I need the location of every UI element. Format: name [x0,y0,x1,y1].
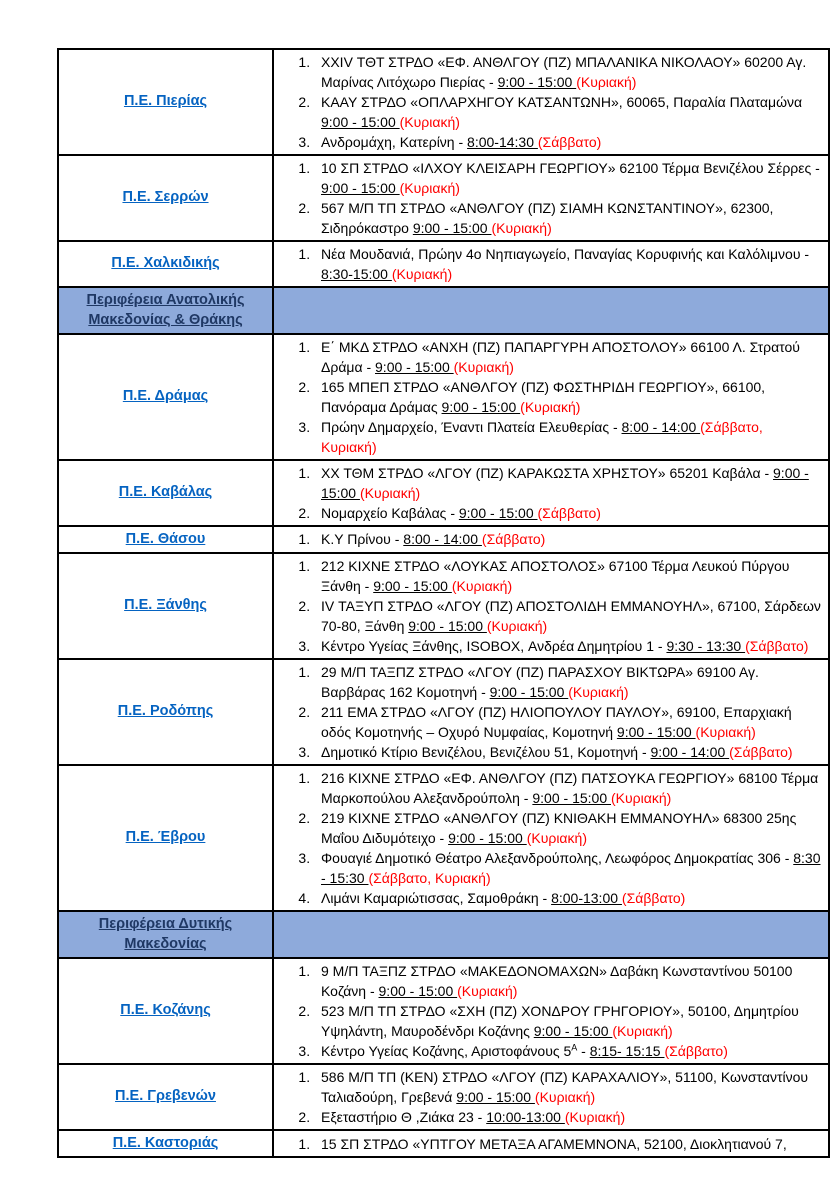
region-cell [58,460,273,526]
locations-cell [273,49,829,155]
locations-cell [273,241,829,287]
location-text: Πρώην Δημαρχείο, Έναντι Πλατεία Ελευθερίας - [321,418,622,435]
location-text: 9 Μ/Π ΤΑΞΠΖ ΣΤΡΔΟ «ΜΑΚΕΔΟΝΟΜΑΧΩΝ» Δαβάκη Κωνσταντίνου 50100 Κοζάνη - [321,962,793,999]
time-range: 8:00 - 14:00 [403,531,482,548]
time-range: 9:00 - 15:00 [532,790,611,807]
schedule-table-body [58,49,829,1157]
day-label: (Κυριακή) [520,398,581,415]
day-label: (Κυριακή) [534,1088,596,1105]
region-link[interactable]: Π.Ε. Σερρών [122,189,209,206]
location-text: 523 Μ/Π ΤΠ ΣΤΡΔΟ «ΣΧΗ (ΠΖ) ΧΟΝΔΡΟΥ ΓΡΗΓΟΡΙΟΥ», 50100, Δημητρίου Υψηλάντη, Μαυροδένδρι Κοζάνης [321,1002,799,1039]
day-label: (Κυριακή) [568,684,629,701]
location-item [314,132,822,152]
region-link[interactable]: Π.Ε. Κοζάνης [120,1001,211,1018]
group-header-label: Περιφέρεια Ανατολικής Μακεδονίας & Θράκης [86,292,245,329]
superscript-text: Α [571,1042,578,1053]
location-text: IV ΤΑΞΥΠ ΣΤΡΔΟ «ΛΓΟΥ (ΠΖ) ΑΠΟΣΤΟΛΙΔΗ ΕΜΜΑΝΟΥΗΛ», 67100, Σάρδεων 70-80, Ξάνθη [321,598,821,635]
location-list [274,961,822,1061]
location-text: ΧΧ ΤΘΜ ΣΤΡΔΟ «ΛΓΟΥ (ΠΖ) ΚΑΡΑΚΩΣΤΑ ΧΡΗΣΤΟΥ» 65201 Καβάλα - [321,464,774,481]
location-item [314,808,822,848]
region-cell [58,553,273,659]
day-label: (Κυριακή) [526,830,587,847]
time-range: 9:00 - 15:00 [408,618,487,635]
location-text: 211 ΕΜΑ ΣΤΡΔΟ «ΛΓΟΥ (ΠΖ) ΗΛΙΟΠΟΥΛΟΥ ΠΑΥΛΟΥ», 69100, Επαρχιακή οδός Κομοτηνής – Οχυρό Νυμφαίας, Κομοτηνή [321,704,792,741]
time-range: 9:00 - 15:00 [458,504,538,521]
location-text: Κ.Υ Πρίνου - [321,531,404,548]
location-item [314,556,822,596]
region-cell [58,1130,273,1158]
time-range: 9:00 - 15:00 [378,982,458,999]
location-text: Ε΄ ΜΚΔ ΣΤΡΔΟ «ΑΝΧΗ (ΠΖ) ΠΑΠΑΡΓΥΡΗ ΑΠΟΣΤΟΛΟΥ» 66100 Λ. Στρατού Δράμα - [321,338,800,375]
region-cell [58,526,273,554]
day-label: (Κυριακή) [491,220,552,236]
region-link[interactable]: Π.Ε. Έβρου [125,829,206,846]
locations-cell [273,1064,829,1130]
location-item [314,596,822,636]
region-cell [58,49,273,155]
location-item [314,742,822,762]
time-range: 9:00 - 15:00 [412,220,492,236]
location-item [314,463,822,503]
time-range: 9:00 - 15:00 [373,578,452,595]
location-list [274,1067,822,1127]
time-range: 9:00 - 15:00 [441,398,521,415]
day-label: (Σάββατο) [537,134,602,150]
location-text: 219 ΚΙΧΝΕ ΣΤΡΔΟ «ΑΝΘΛΓΟΥ (ΠΖ) ΚΝΙΘΑΚΗ ΕΜΜΑΝΟΥΗΛ» 68300 25ης Μαΐου Διδυμότειχο - [321,810,797,847]
group-header-row [58,911,829,958]
location-list [274,529,822,549]
group-header-cell [58,911,273,958]
region-row [58,1130,829,1158]
time-range: 9:00 - 15:00 [456,1088,535,1105]
location-list [274,244,822,284]
time-range: 8:30-15:00 [321,266,392,282]
day-label: (Σάββατο) [481,531,546,548]
locations-cell [273,526,829,554]
location-text: Νέα Μουδανιά, Πρώην 4ο Νηπιαγωγείο, Παναγίας Κορυφινής και Καλόλιμνου - [321,246,810,262]
location-item [314,377,822,417]
location-list [274,1134,822,1154]
region-link[interactable]: Π.Ε. Χαλκιδικής [111,255,220,272]
locations-cell [273,1130,829,1158]
locations-cell [273,460,829,526]
day-label: (Κυριακή) [451,578,513,595]
location-item [314,1067,822,1107]
location-text: Νομαρχείο Καβάλας - [321,504,459,521]
region-row [58,155,829,241]
day-label: (Σάββατο) [664,1042,728,1059]
day-label: (Σάββατο) [745,638,809,655]
location-item [314,636,822,656]
region-cell [58,241,273,287]
day-label: (Κυριακή) [611,790,672,807]
time-range: 8:00-13:00 [551,890,622,907]
location-list [274,662,822,762]
locations-cell [273,155,829,241]
region-row [58,958,829,1064]
day-label: (Κυριακή) [359,484,421,501]
region-link[interactable]: Π.Ε. Καβάλας [118,483,213,500]
region-link[interactable]: Π.Ε. Ξάνθης [124,597,207,614]
region-row [58,553,829,659]
location-text: Κέντρο Υγείας Κοζάνης, Αριστοφάνους 5 [321,1042,572,1059]
location-item [314,662,822,702]
region-link[interactable]: Π.Ε. Γρεβενών [115,1087,216,1104]
day-label: (Κυριακή) [453,358,514,375]
time-range: 8:15- 15:15 [589,1042,665,1059]
group-header-label: Περιφέρεια Δυτικής Μακεδονίας [98,916,233,953]
location-text: XXIV ΤΘΤ ΣΤΡΔΟ «ΕΦ. ΑΝΘΛΓΟΥ (ΠΖ) ΜΠΑΛΑΝΙΚΑ ΝΙΚΟΛΑΟΥ» 60200 Αγ. Μαρίνας Λιτόχωρο Πιερίας - [321,54,807,90]
region-link[interactable]: Π.Ε. Πιερίας [123,93,208,110]
day-label: (Κυριακή) [612,1022,673,1039]
time-range: 9:00 - 15:00 [489,684,569,701]
time-range: 9:00 - 15:00 [448,830,527,847]
region-row [58,1064,829,1130]
location-text: 586 Μ/Π ΤΠ (ΚΕΝ) ΣΤΡΔΟ «ΛΓΟΥ (ΠΖ) ΚΑΡΑΧΑΛΙΟΥ», 51100, Κωνσταντίνου Ταλιαδούρη, Γρεβενά [321,1068,809,1105]
region-link[interactable]: Π.Ε. Θάσου [125,530,206,547]
day-label: (Κυριακή) [576,74,637,90]
time-range: 10:00-13:00 [486,1108,565,1125]
locations-cell [273,765,829,911]
day-label: (Κυριακή) [695,724,756,741]
schedule-table [57,48,830,1158]
location-item [314,1041,822,1061]
time-range: 9:00 - 15:00 [375,358,454,375]
location-item [314,92,822,132]
location-item [314,337,822,377]
location-list [274,556,822,656]
time-range: 9:00 - 15:00 [497,74,577,90]
time-range: 8:00 - 14:00 [621,418,701,435]
location-text: Δημοτικό Κτίριο Βενιζέλου, Βενιζέλου 51, Κομοτηνή - [321,744,651,761]
location-item [314,529,822,549]
region-cell [58,334,273,460]
location-item [314,848,822,888]
location-list [274,768,822,908]
location-item [314,888,822,908]
location-text: Λιμάνι Καμαριώτισσας, Σαμοθράκη - [321,890,552,907]
day-label: (Κυριακή) [399,180,460,196]
location-list [274,52,822,152]
day-label: (Σάββατο) [537,504,601,521]
location-text: Εξεταστήριο Θ ,Ζιάκα 23 - [321,1108,487,1125]
time-range: 8:30 - 15:30 [321,850,821,887]
location-text: Ανδρομάχη, Κατερίνη - [321,134,468,150]
group-header-cell [58,287,273,334]
location-text: 567 Μ/Π ΤΠ ΣΤΡΔΟ «ΑΝΘΛΓΟΥ (ΠΖ) ΣΙΑΜΗ ΚΩΝΣΤΑΝΤΙΝΟΥ», 62300, Σιδηρόκαστρο [321,200,774,236]
location-text: 165 ΜΠΕΠ ΣΤΡΔΟ «ΑΝΘΛΓΟΥ (ΠΖ) ΦΩΣΤΗΡΙΔΗ ΓΕΩΡΓΙΟΥ», 66100, Πανόραμα Δράμας [321,378,766,415]
day-label: (Κυριακή) [564,1108,626,1125]
region-link[interactable]: Π.Ε. Καστοριάς [112,1134,219,1151]
region-row [58,334,829,460]
location-item [314,1134,822,1154]
region-row [58,49,829,155]
region-row [58,241,829,287]
location-item [314,198,822,238]
day-label: (Κυριακή) [457,982,518,999]
locations-cell [273,334,829,460]
group-header-empty-cell [273,287,829,334]
location-item [314,1001,822,1041]
day-label: (Σάββατο) [729,744,793,761]
location-text: - [577,1042,590,1059]
location-item [314,702,822,742]
location-item [314,52,822,92]
region-cell [58,155,273,241]
location-list [274,337,822,457]
group-header-empty-cell [273,911,829,958]
locations-cell [273,659,829,765]
location-text: ΚΑΑΥ ΣΤΡΔΟ «ΟΠΛΑΡΧΗΓΟΥ ΚΑΤΣΑΝΤΩΝΗ», 60065, Παραλία Πλαταμώνα [321,94,803,110]
location-item [314,1107,822,1127]
time-range: 8:00-14:30 [467,134,538,150]
location-item [314,158,822,198]
day-label: (Σάββατο, Κυριακή) [368,870,491,887]
location-item [314,244,822,284]
day-label: (Κυριακή) [391,266,453,282]
location-list [274,158,822,238]
region-link[interactable]: Π.Ε. Ροδόπης [117,703,214,720]
day-label: (Σάββατο) [621,890,686,907]
page-body [57,48,830,1158]
day-label: (Κυριακή) [399,114,460,130]
location-item [314,768,822,808]
region-cell [58,1064,273,1130]
locations-cell [273,553,829,659]
region-cell [58,958,273,1064]
time-range: 9:00 - 15:00 [321,464,809,501]
location-text: Κέντρο Υγείας Ξάνθης, ISOBOX, Ανδρέα Δημητρίου 1 - [321,638,667,655]
location-item [314,961,822,1001]
location-text: 29 Μ/Π ΤΑΞΠΖ ΣΤΡΔΟ «ΛΓΟΥ (ΠΖ) ΠΑΡΑΣΧΟΥ ΒΙΚΤΩΡΑ» 69100 Αγ. Βαρβάρας 162 Κομοτηνή - [321,664,759,701]
time-range: 9:00 - 15:00 [616,724,696,741]
day-label: (Κυριακή) [486,618,548,635]
location-text: 216 ΚΙΧΝΕ ΣΤΡΔΟ «ΕΦ. ΑΝΘΛΓΟΥ (ΠΖ) ΠΑΤΣΟΥΚΑ ΓΕΩΡΓΙΟΥ» 68100 Τέρμα Μαρκοπούλου Αλεξανδρούπολη - [321,770,819,807]
region-row [58,659,829,765]
time-range: 9:00 - 15:00 [321,180,400,196]
group-header-row [58,287,829,334]
region-row [58,765,829,911]
location-text: 212 ΚΙΧΝΕ ΣΤΡΔΟ «ΛΟΥΚΑΣ ΑΠΟΣΤΟΛΟΣ» 67100 Τέρμα Λευκού Πύργου Ξάνθη - [321,558,790,595]
location-text: Φουαγιέ Δημοτικό Θέατρο Αλεξανδρούπολης, Λεωφόρος Δημοκρατίας 306 - [321,850,794,867]
location-text: 10 ΣΠ ΣΤΡΔΟ «ΙΛΧΟΥ ΚΛΕΙΣΑΡΗ ΓΕΩΡΓΙΟΥ» 62100 Τέρμα Βενιζέλου Σέρρες - [321,160,820,176]
location-list [274,463,822,523]
region-row [58,460,829,526]
time-range: 9:30 - 13:30 [666,638,746,655]
time-range: 9:00 - 14:00 [650,744,730,761]
region-cell [58,659,273,765]
region-cell [58,765,273,911]
time-range: 9:00 - 15:00 [321,114,400,130]
day-label: (Σάββατο, Κυριακή) [321,418,763,455]
location-text: 15 ΣΠ ΣΤΡΔΟ «ΥΠΤΓΟΥ ΜΕΤΑΞΑ ΑΓΑΜΕΜΝΟΝΑ, 52100, Διοκλητιανού 7, [321,1135,787,1152]
location-item [314,503,822,523]
location-item [314,417,822,457]
time-range: 9:00 - 15:00 [533,1022,613,1039]
region-link[interactable]: Π.Ε. Δράμας [122,387,209,404]
region-row [58,526,829,554]
locations-cell [273,958,829,1064]
